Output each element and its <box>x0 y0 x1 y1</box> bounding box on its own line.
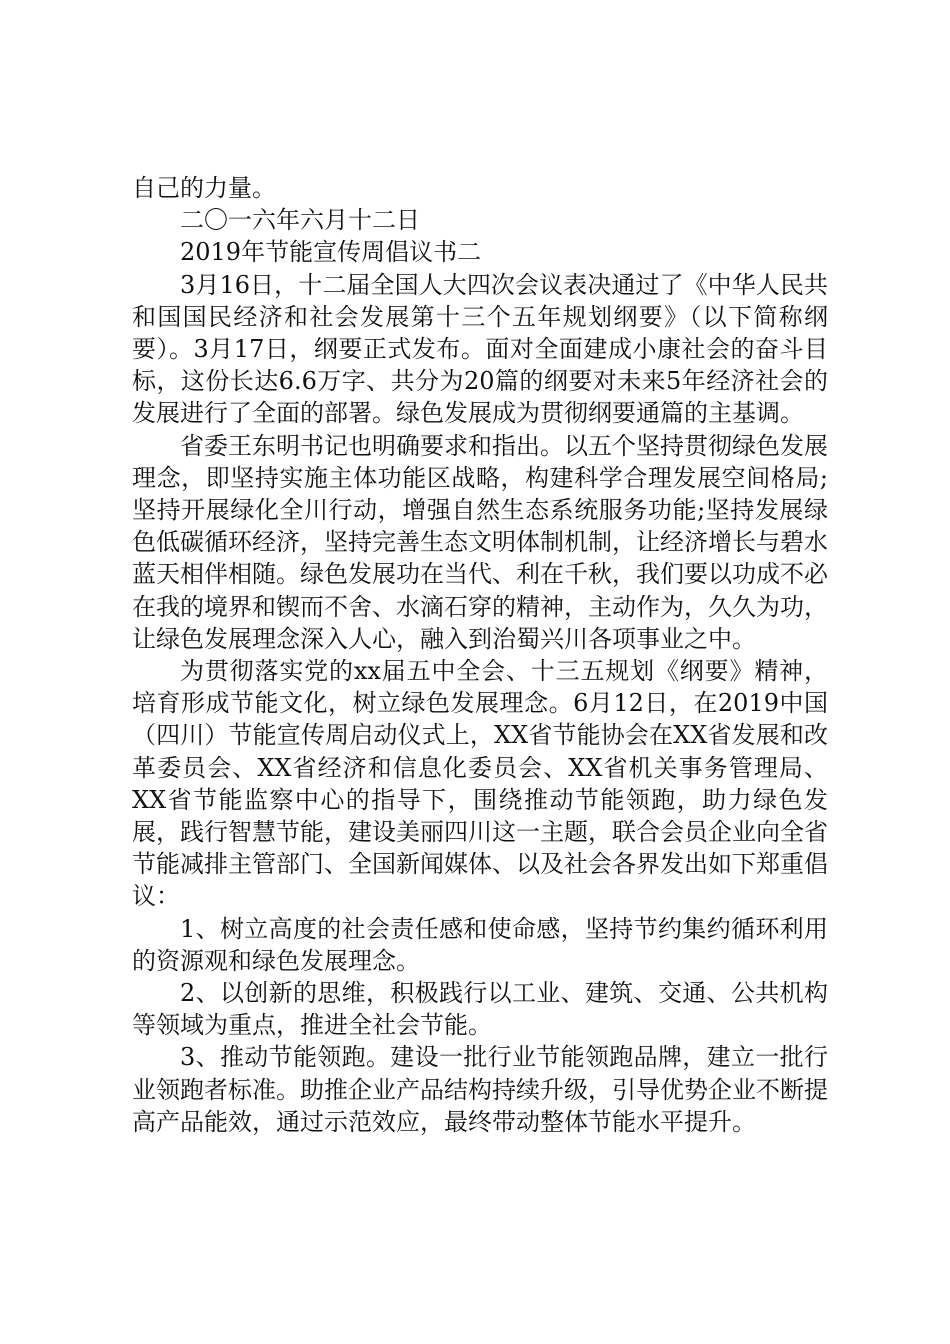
document-body <box>132 172 828 1138</box>
paragraph-body: 3月16日，十二届全国人大四次会议表决通过了《中华人民共和国国民经济和社会发展第十三个五年规划纲要》（以下简称纲要）。3月17日，纲要正式发布。面对全面建成小康社会的奋斗目标，这份长达6.6万字、共分为20篇的纲要对未来5年经济社会的发展进行了全面的部署。绿色发展成为贯彻纲要通篇的主基调。 <box>132 270 828 428</box>
paragraph-body: 为贯彻落实党的xx届五中全会、十三五规划《纲要》精神，培育形成节能文化，树立绿色发展理念。6月12日，在2019中国（四川）节能宣传周启动仪式上，XX省节能协会在XX省发展和改革委员会、XX省经济和信息化委员会、XX省机关事务管理局、XX省节能监察中心的指导下，围绕推动节能领跑，助力绿色发展，践行智慧节能，建设美丽四川这一主题，联合会员企业向全省节能减排主管部门、全国新闻媒体、以及社会各界发出如下郑重倡议： <box>132 657 828 911</box>
paragraph-continuation: 自己的力量。 <box>132 174 276 202</box>
paragraph-body: 省委王东明书记也明确要求和指出。以五个坚持贯彻绿色发展理念，即坚持实施主体功能区战略，构建科学合理发展空间格局;坚持开展绿化全川行动，增强自然生态系统服务功能;坚持发展绿色低碳循环经济，坚持完善生态文明体制机制，让经济增长与碧水蓝天相伴相随。绿色发展功在当代、利在千秋，我们要以功成不必在我的境界和锲而不舍、水滴石穿的精神，主动作为，久久为功，让绿色发展理念深入人心，融入到治蜀兴川各项事业之中。 <box>132 431 828 653</box>
paragraph-item-3: 3、推动节能领跑。建设一批行业节能领跑品牌，建立一批行业领跑者标准。助推企业产品结构持续升级，引导优势企业不断提高产品能效，通过示范效应，最终带动整体节能水平提升。 <box>132 1043 828 1136</box>
paragraph-item-1: 1、树立高度的社会责任感和使命感，坚持节约集约循环利用的资源观和绿色发展理念。 <box>132 914 828 975</box>
paragraph-item-2: 2、以创新的思维，积极践行以工业、建筑、交通、公共机构等领域为重点，推进全社会节能。 <box>132 979 828 1040</box>
paragraph-heading: 2019年节能宣传周倡议书二 <box>180 238 482 267</box>
paragraph-date: 二〇一六年六月十二日 <box>180 206 420 235</box>
